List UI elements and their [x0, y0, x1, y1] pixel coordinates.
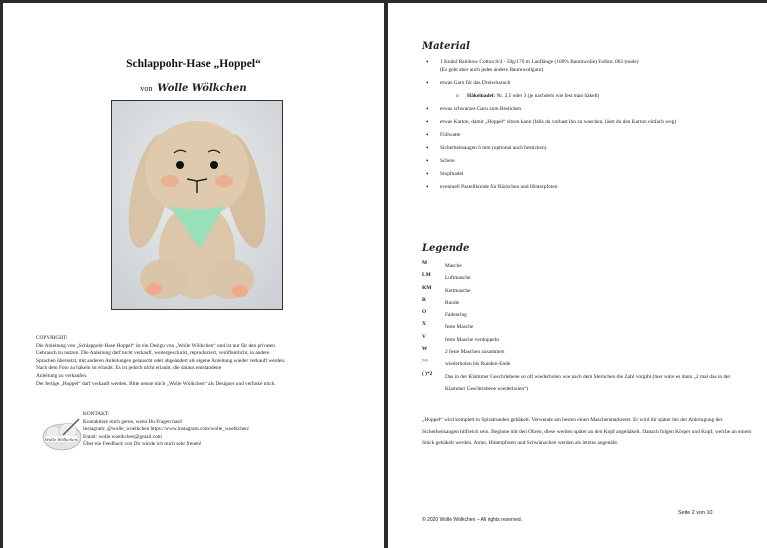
- material-item: [422, 105, 752, 113]
- material-note: (Es geht aber auch jedes andere Baumwollgarn): [440, 67, 544, 73]
- legend-row: [422, 334, 752, 346]
- legend-desc: wiederholen bis Runden-Ende: [445, 361, 511, 368]
- legend-desc: feste Masche verdoppeln: [445, 336, 499, 343]
- legend-abbr: X: [422, 321, 426, 328]
- material-item: [422, 79, 752, 87]
- legend-table: [422, 260, 752, 393]
- pattern-title: Schlappohr-Hase „Hoppel“: [126, 58, 261, 70]
- legend-row: [422, 309, 752, 321]
- legend-row: [422, 371, 752, 393]
- material-item: [422, 58, 752, 74]
- material-text: Füllwatte: [440, 132, 461, 138]
- document-page-1: [3, 3, 384, 548]
- legend-row: [422, 321, 752, 333]
- legend-heading: Legende: [422, 243, 470, 254]
- legend-desc: 2 feste Maschen zusammen: [445, 349, 505, 356]
- legend-abbr: V: [422, 333, 426, 340]
- legend-row: [422, 346, 752, 358]
- copyright-heading: COPYRIGHT:: [36, 335, 68, 341]
- footer-copyright: © 2020 Wolle Wölkchen – All rights reserved.: [422, 517, 523, 523]
- legend-desc: Luftmasche: [445, 275, 471, 282]
- material-item: [422, 118, 752, 126]
- legend-desc: Fadenring: [445, 312, 467, 319]
- material-item: [422, 183, 752, 191]
- material-text: eventuell Pastellkreide für Bäckchen und Hinterpfoten: [440, 184, 558, 190]
- material-text: etwas Karton, damit „Hoppel“ sitzen kann (falls du vorhast ihn zu waschen, lässt du den Karton einfach weg): [440, 119, 677, 125]
- instagram-link[interactable]: Instagram: @wolle_woelkchen https://www.instagram.com/wolle_woelkchen/: [83, 426, 250, 433]
- legend-abbr: LM: [422, 272, 431, 279]
- svg-text:Wolle Wölkchen: Wolle Wölkchen: [44, 437, 78, 442]
- legend-desc: Das in der Klammer Geschriebene so oft wiederholen wie nach dem Sternchen die Zahl vorgibt (hier wäre es dann „2 mal das in der Klammer Geschriebene wiederholen“): [445, 373, 731, 392]
- legend-desc: Runde: [445, 299, 460, 306]
- legend-abbr: KM: [422, 284, 432, 291]
- material-subitem: [422, 92, 752, 100]
- material-list: [422, 58, 752, 196]
- material-text: 1 Knäul Rainbow Cotton 8/4 - 50g/170 m Lauflänge (100% Baumwolle) Farbnr. 003 (nude): [440, 59, 639, 65]
- intro-paragraph: „Hoppel“ wird komplett in Spiralrunden gehäkelt. Verwende am besten einen Maschenmarkierer. Er wird dir später bei der Anbringung der Sicherheitsaugen hilfreich sein. Beginne mit den Ohren, diese werden später an den Kopf angehäkelt. Danach folgen Körper und Kopf, welche an einem Stück gehäkelt werden. Arme, Hinterpfoten und Schwänzchen werden als letztes angenäht.: [422, 417, 752, 447]
- document-page-2: [388, 3, 767, 548]
- wolle-woelkchen-logo-icon: [41, 415, 83, 455]
- legend-row: [422, 297, 752, 309]
- material-item: [422, 157, 752, 165]
- material-text: Sicherheitsaugen 6 mm (optional auch besticken): [440, 145, 547, 151]
- material-heading: Material: [422, 41, 470, 52]
- copyright-line: Anleitung zu verkaufen.: [36, 372, 88, 379]
- copyright-notice: [36, 335, 366, 388]
- copyright-line: Sprachen übersetzt, mit anderen Anleitungen getauscht oder abgeändert als eigene Anleitung wieder verkauft werden.: [36, 357, 286, 364]
- legend-abbr: ( )*2: [422, 370, 433, 377]
- page-number: Seite 2 von 10: [678, 510, 713, 516]
- contact-heading: KONTAKT:: [83, 411, 110, 417]
- legend-row: [422, 260, 752, 272]
- material-item: [422, 131, 752, 139]
- legend-row: [422, 272, 752, 284]
- contact-line: Kontaktiere mich gerne, wenn Du Fragen hast!: [83, 418, 183, 425]
- material-label: Häkelnadel:: [467, 93, 496, 99]
- byline: [3, 83, 384, 94]
- copyright-line: Gebrauch zu nutzen. Die Anleitung darf nicht verkauft, weitergeschickt, reproduziert, veröffentlicht, in andere: [36, 350, 270, 357]
- material-item: [422, 170, 752, 178]
- copyright-line: Der fertige „Hoppel“ darf verkauft werden. Bitte nenne mich „Wolle Wölkchen“ als Designer und verlinke mich.: [36, 380, 276, 387]
- legend-row: [422, 285, 752, 297]
- legend-desc: Masche: [445, 263, 462, 269]
- legend-abbr: >>: [422, 358, 429, 365]
- byline-prefix: von: [140, 84, 153, 93]
- legend-abbr: R: [422, 296, 426, 303]
- email-link[interactable]: Email: wolle.woelkchen@gmail.com: [83, 433, 162, 440]
- legend-row: [422, 358, 752, 370]
- material-text: Schere: [440, 158, 455, 164]
- contact-line: Über ein Feedback von Dir würde ich mich sehr freuen!: [83, 441, 202, 448]
- legend-desc: Kettmasche: [445, 287, 471, 294]
- material-item: [422, 144, 752, 152]
- legend-abbr: W: [422, 346, 428, 353]
- byline-name: Wolle Wölkchen: [157, 83, 247, 94]
- crochet-bunny-photo: [111, 100, 283, 310]
- contact-block: [83, 411, 363, 449]
- legend-abbr: M: [422, 260, 428, 266]
- material-text: etwas Garn für das Dreieckstuch: [440, 80, 511, 86]
- material-text: Nr. 2,5 oder 3 (je nachdem wie fest man häkelt): [495, 93, 600, 99]
- legend-abbr: O: [422, 309, 427, 316]
- material-text: etwas schwarzes Garn zum Besticken: [440, 106, 522, 112]
- legend-desc: feste Masche: [445, 324, 474, 331]
- material-text: Stopfnadel: [440, 171, 464, 177]
- copyright-line: Nach dem Foto zu häkeln ist erlaubt. Es ist jedoch nicht erlaubt, die daraus entstandene: [36, 365, 222, 372]
- copyright-line: Die Anleitung von „Schlappohr-Hase Hoppel“ ist ein Design von „Wolle Wölkchen“ und ist nur für den privaten: [36, 342, 275, 349]
